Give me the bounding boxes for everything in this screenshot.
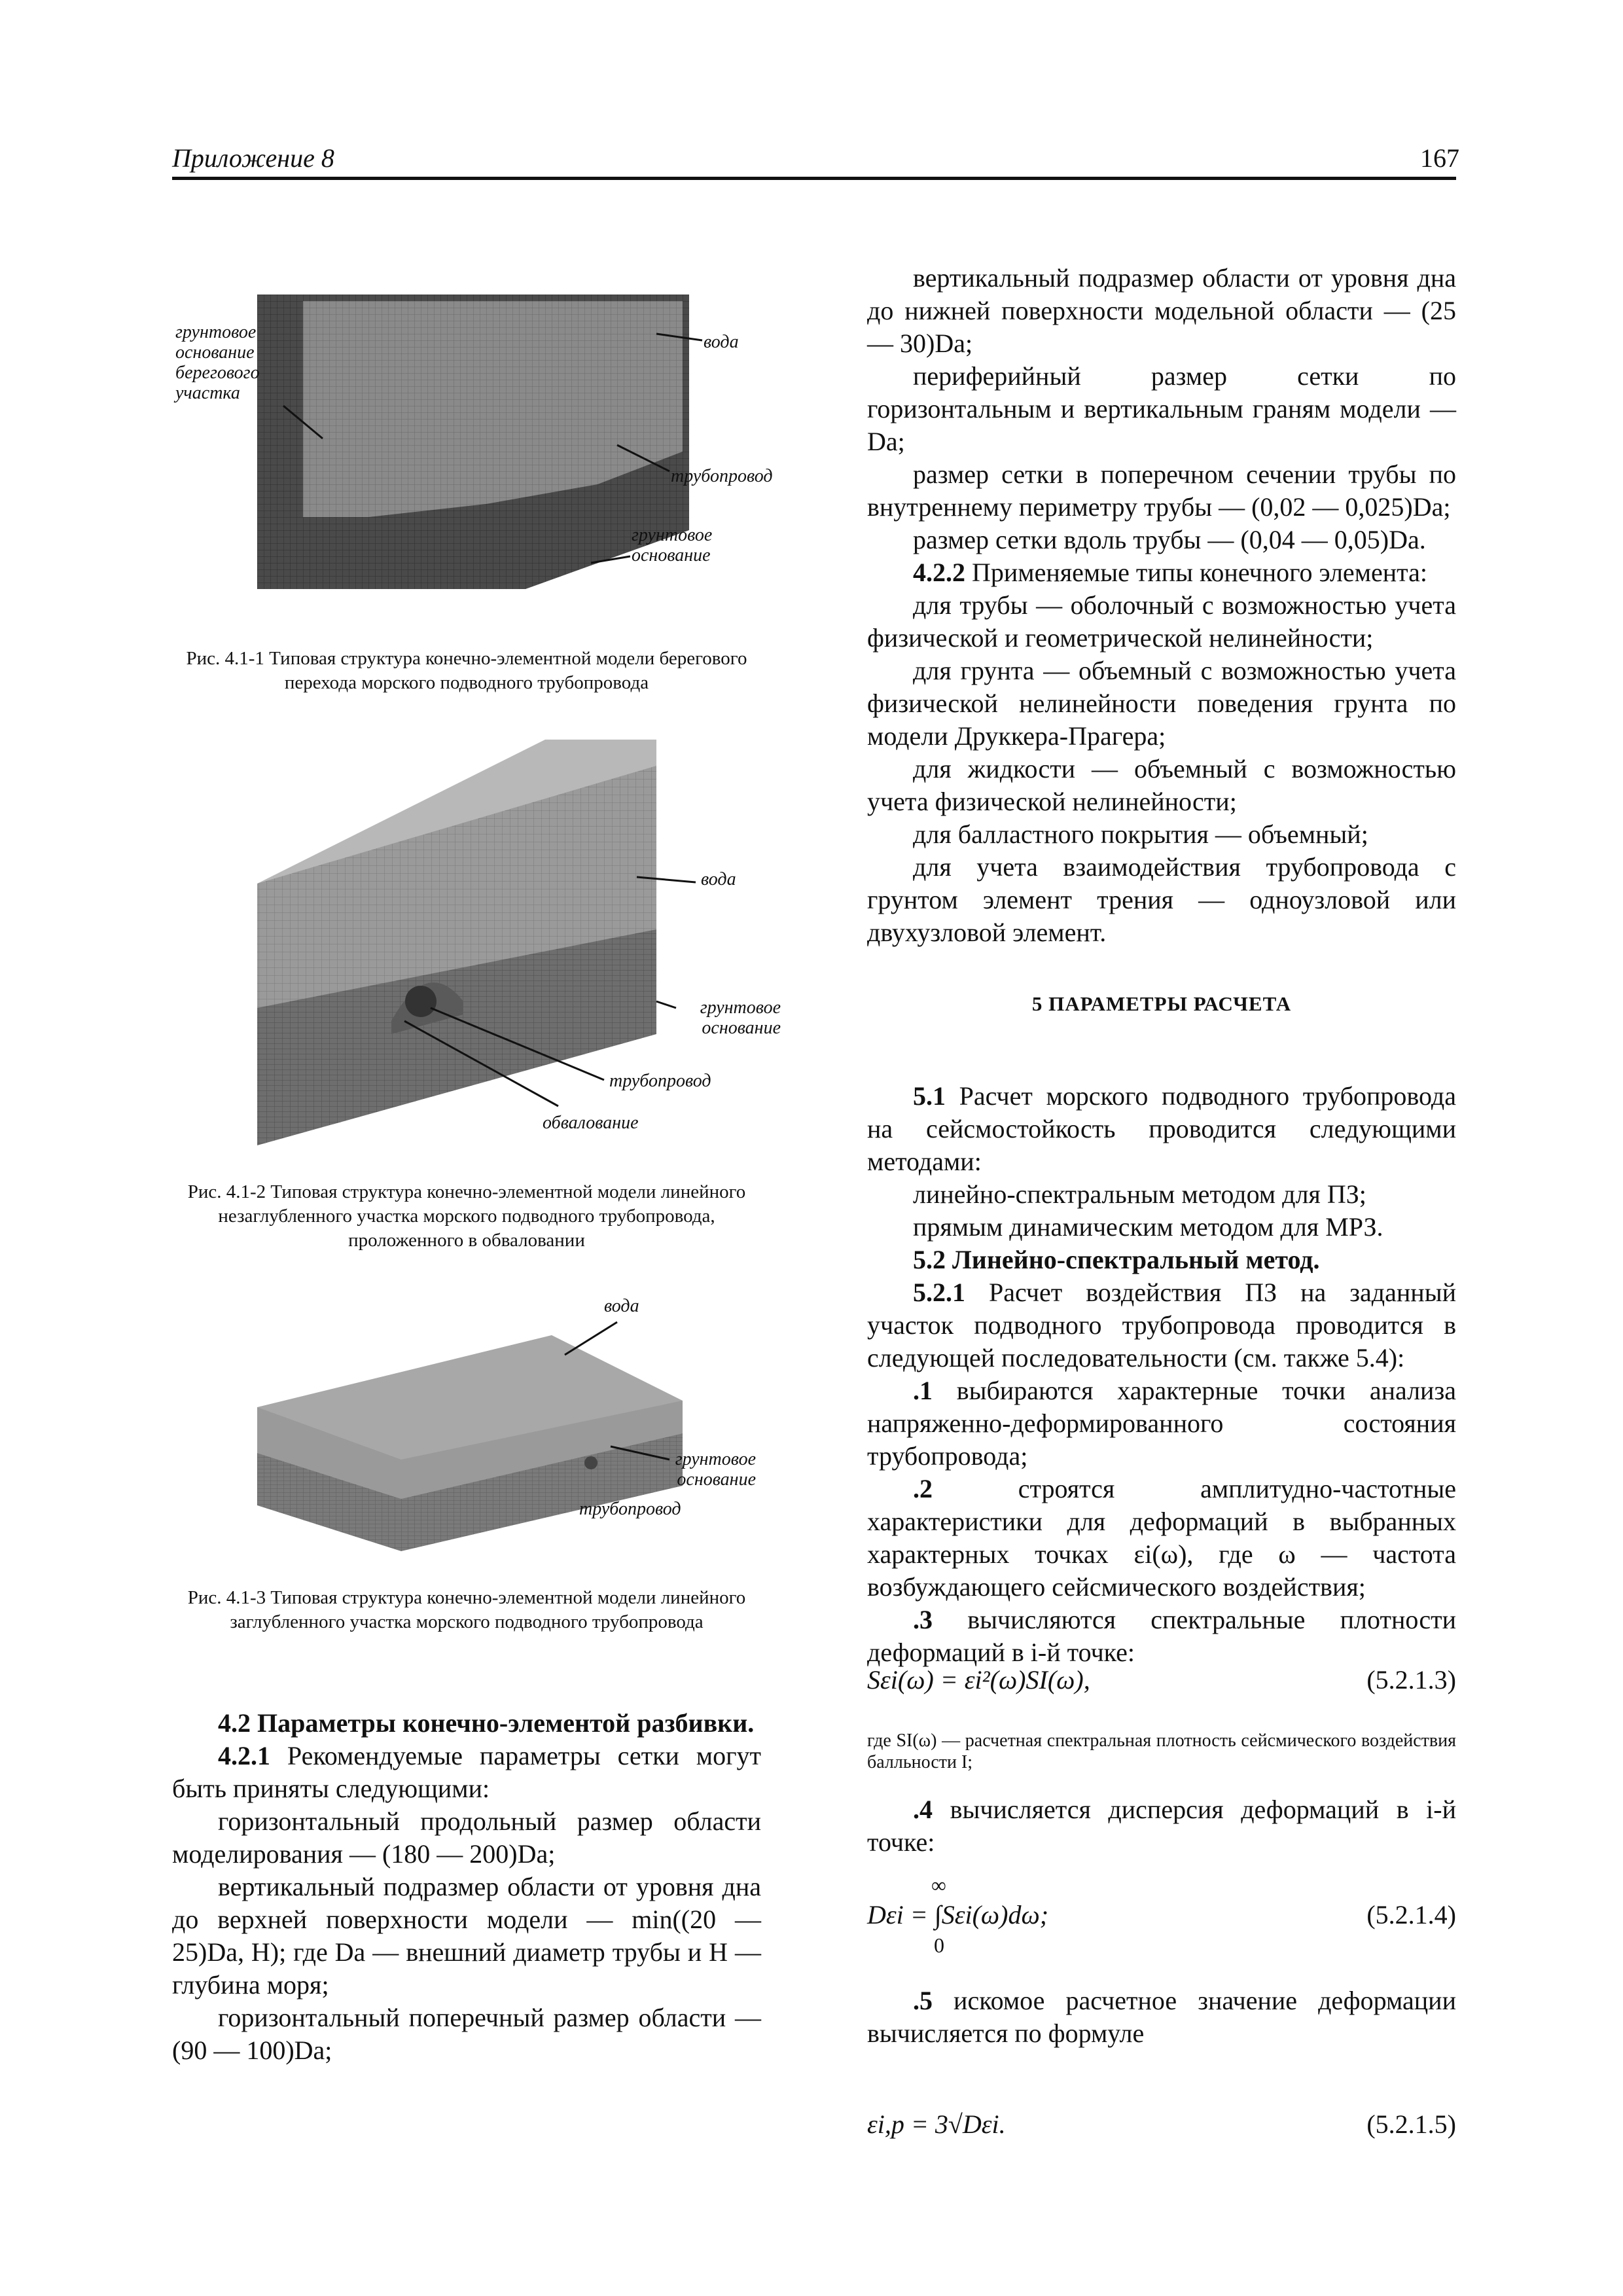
item-number: .1 xyxy=(913,1376,933,1405)
paragraph-4-2-2 xyxy=(867,556,1456,589)
paragraph-4-2-1 xyxy=(172,1740,761,1805)
figure-2-caption: Рис. 4.1-2 Типовая структура конечно-элементной модели линейного незаглубленного участка морского подводного трубопровода, проложенного в обваловании xyxy=(187,1181,746,1251)
paragraph-text: Рекомендуемые параметры сетки могут быть приняты следующими: xyxy=(172,1741,761,1803)
fig1-label-water: вода xyxy=(704,332,739,352)
fig2-label-ground: грунтовое основание xyxy=(700,997,781,1038)
fig1-label-ground-shore: грунтовое основание берегового участка xyxy=(175,322,260,403)
list-item: вертикальный подразмер области от уровня дна до верхней поверхности модели — min((20 — 25)Da, H); где Da — внешний диаметр трубы и H — глубина моря; xyxy=(172,1872,761,2000)
equation-number: (5.2.1.3) xyxy=(1366,1665,1456,1695)
list-item-1 xyxy=(867,1374,1456,1473)
list-item: для учета взаимодействия трубопровода с грунтом элемент трения — одноузловой или двухузловой элемент. xyxy=(867,852,1456,947)
item-text: строятся амплитудно-частотные характеристики для деформаций в выбранных характерных точках εi(ω), где ω — частота возбуждающего сейсмического воздействия; xyxy=(867,1474,1456,1602)
item-text: вычисляются спектральные плотности деформаций в i-й точке: xyxy=(867,1605,1456,1667)
list-item: для трубы — оболочный с возможностью учета физической и геометрической нелинейности; xyxy=(867,590,1456,653)
section-5-heading: 5 ПАРАМЕТРЫ РАСЧЕТА xyxy=(1031,992,1292,1015)
item-number: .5 xyxy=(913,1986,933,2015)
integral-upper-limit: ∞ xyxy=(931,1873,946,1897)
list-item-2 xyxy=(867,1473,1456,1604)
fig3-label-pipeline: трубопровод xyxy=(579,1499,681,1519)
list-item: размер сетки в поперечном сечении трубы по внутреннему периметру трубы — (0,02 — 0,025)Da; xyxy=(867,459,1456,522)
list-item: периферийный размер сетки по горизонтальным и вертикальным граням модели — Da; xyxy=(867,361,1456,456)
paragraph-number: 5.2.1 xyxy=(913,1278,965,1307)
fig2-leader-lines xyxy=(172,740,761,1145)
equation-body: εi,p = 3√Dεi. xyxy=(867,2109,1006,2139)
fig1-label-ground: грунтовое основание xyxy=(632,525,713,565)
paragraph-text: Применяемые типы конечного элемента: xyxy=(965,558,1427,587)
item-text: выбираются характерные точки анализа напряженно-деформированного состояния трубопровода; xyxy=(867,1376,1456,1471)
item-number: .4 xyxy=(913,1795,933,1824)
equation-body: Dεi = ∫Sεi(ω)dω; xyxy=(867,1900,1049,1929)
integral-lower-limit: 0 xyxy=(934,1933,944,1957)
equation-body: Sεi(ω) = εi²(ω)SI(ω), xyxy=(867,1665,1090,1695)
list-item: вертикальный подразмер области от уровня дна до нижней поверхности модельной области — (25 — 30)Da; xyxy=(867,263,1456,358)
fig3-label-ground: грунтовое основание xyxy=(675,1449,756,1490)
fig2-label-berm: обвалование xyxy=(543,1113,639,1133)
figure-3-caption: Рис. 4.1-3 Типовая структура конечно-элементной модели линейного заглубленного участка морского подводного трубопровода xyxy=(187,1587,746,1632)
section-4-2-heading: 4.2 Параметры конечно-элементой разбивки. xyxy=(218,1708,755,1738)
list-item: прямым динамическим методом для МРЗ. xyxy=(913,1212,1383,1242)
list-item: для балластного покрытия — объемный; xyxy=(913,819,1368,849)
paragraph-number: 4.2.2 xyxy=(913,558,965,587)
list-item: горизонтальный поперечный размер области — (90 — 100)Da; xyxy=(172,2003,761,2065)
list-item-4 xyxy=(867,1793,1456,1859)
list-item: для жидкости — объемный с возможностью учета физической нелинейности; xyxy=(867,754,1456,816)
item-number: .2 xyxy=(913,1474,933,1503)
item-text: вычисляется дисперсия деформаций в i-й точке: xyxy=(867,1795,1456,1857)
fig2-label-pipeline: трубопровод xyxy=(609,1071,711,1091)
equation-number: (5.2.1.4) xyxy=(1366,1900,1456,1929)
equation-5-2-1-3 xyxy=(867,1664,1456,1704)
fig3-leader-lines xyxy=(172,1283,761,1545)
right-block-top xyxy=(867,262,1456,949)
list-item: линейно-спектральным методом для ПЗ; xyxy=(913,1179,1366,1209)
fig2-label-water: вода xyxy=(701,869,736,889)
equation-5-2-1-4 xyxy=(867,1873,1456,1958)
list-item: горизонтальный продольный размер области моделирования — (180 — 200)Da; xyxy=(172,1806,761,1869)
left-section-4-2 xyxy=(172,1707,761,2067)
list-item: размер сетки вдоль трубы — (0,04 — 0,05)Da. xyxy=(913,525,1426,554)
paragraph-number: 4.2.1 xyxy=(218,1741,270,1770)
equation-number: (5.2.1.5) xyxy=(1366,2109,1456,2139)
running-header-title: Приложение 8 xyxy=(172,143,334,173)
item-text: искомое расчетное значение деформации вычисляется по формуле xyxy=(867,1986,1456,2048)
header-rule xyxy=(172,177,1456,180)
page-number: 167 xyxy=(1420,143,1459,173)
paragraph-text: Расчет морского подводного трубопровода на сейсмостойкость проводится следующими методами: xyxy=(867,1081,1456,1176)
paragraph-number: 5.1 xyxy=(913,1081,946,1111)
subsection-5-2-heading: 5.2 Линейно-спектральный метод. xyxy=(913,1245,1320,1274)
list-item: для грунта — объемный с возможностью учета физической нелинейности поведения грунта по модели Друккера-Прагера; xyxy=(867,656,1456,751)
list-item-5 xyxy=(867,1984,1456,2050)
item-number: .3 xyxy=(913,1605,933,1634)
equation-5-2-1-5 xyxy=(867,2109,1456,2148)
paragraph-5-1 xyxy=(867,1080,1456,1178)
paragraph-text: Расчет воздействия ПЗ на заданный участок подводного трубопровода проводится в следующей последовательности (см. также 5.4): xyxy=(867,1278,1456,1372)
fig3-label-water: вода xyxy=(604,1296,639,1316)
figure-1-caption: Рис. 4.1-1 Типовая структура конечно-элементной модели берегового перехода морского подводного трубопровода xyxy=(186,648,747,693)
fig1-label-pipeline: трубопровод xyxy=(671,466,773,486)
fig1-leader-lines xyxy=(172,281,761,622)
right-block-section-5 xyxy=(867,1080,1456,1669)
paragraph-5-2-1 xyxy=(867,1276,1456,1374)
list-item-3 xyxy=(867,1604,1456,1669)
equation-where-note: где SI(ω) — расчетная спектральная плотность сейсмического воздействия балльности I; xyxy=(867,1731,1456,1772)
